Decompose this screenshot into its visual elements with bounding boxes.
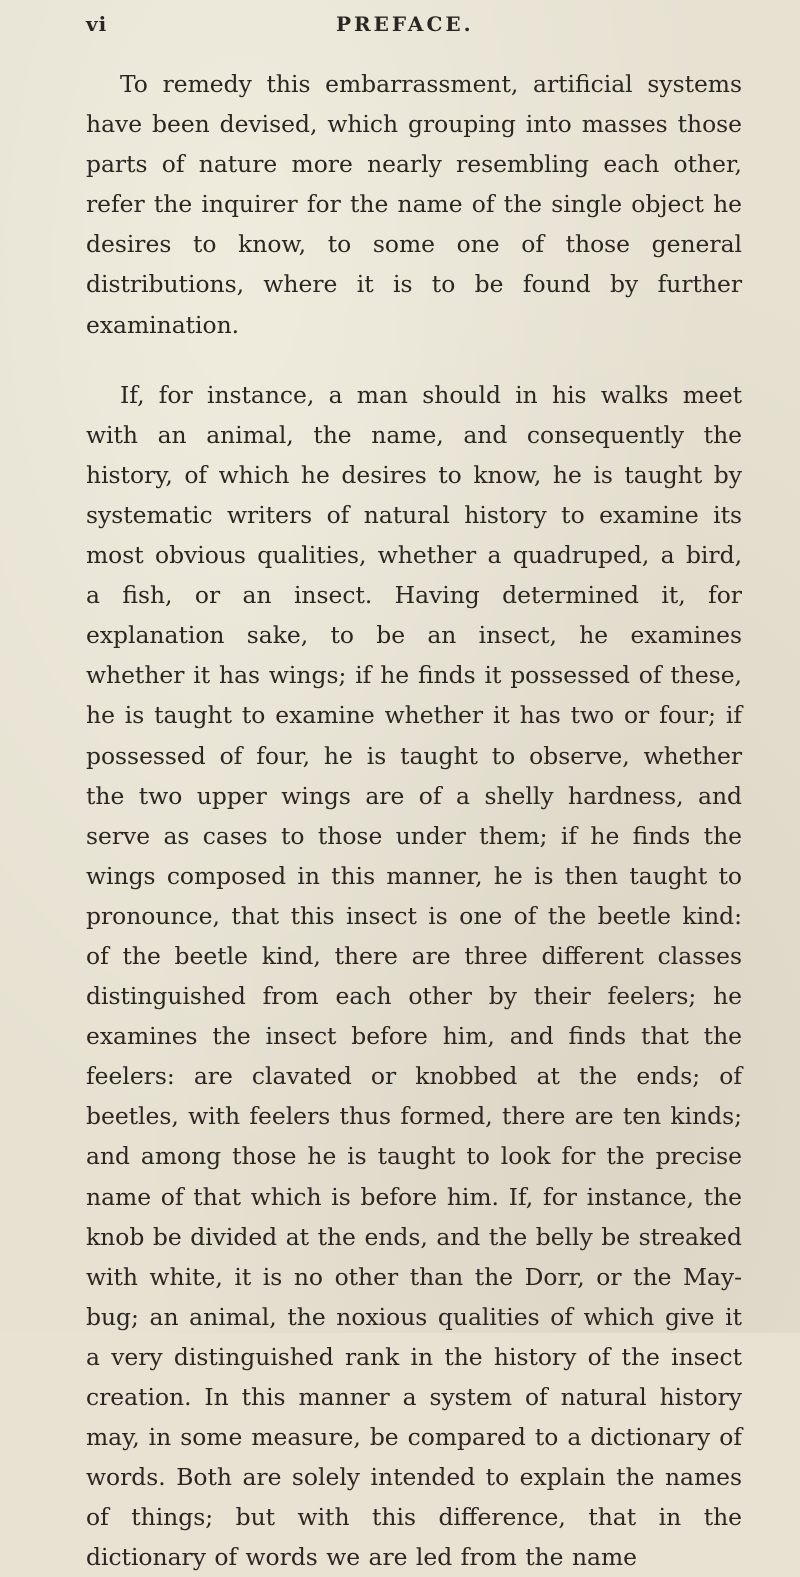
body-paragraph: To remedy this embarrassment, artificial systems have been devised, which grouping into masses those parts of nature more nearly resembling each other, refer the inquirer for the name of the single object he desires to know, to some one of those general distributions, where it is to be found by further examination.: [86, 70, 742, 339]
body-paragraph: If, for instance, a man should in his walks meet with an animal, the name, and consequently the history, of which he desires to know, he is taught by systematic writers of natural history to examine its most obvious qualities, whether a quadruped, a bird, a fish, or an insect. Having determined it, for explanation sake, to be an insect, he examines whether it has wings; if he finds it possessed of these, he is taught to examine whether it has two or four; if possessed of four, he is taught to observe, whether the two upper wings are of a shelly hardness, and serve as cases to those under them; if he finds the wings composed in this manner, he is then taught to pronounce, that this insect is one of the beetle kind: of the beetle kind, there are three different classes distinguished from each other by their feelers; he examines the insect before him, and finds that the feelers: are clavated or knobbed at the ends; of beetles, with feelers thus formed, there are ten kinds; and among those he is taught to look for the precise name of that which is before him. If, for instance, the knob be divided at the ends, and the belly be streaked with white, it is no other than the Dorr, or the May-bug; an animal, the noxious qualities of which give it a very distinguished rank in the history of the insect creation. In this manner a system of natural history may, in some measure, be compared to a dictionary of words. Both are solely intended to explain the names of things; but with this difference, that in the dictionary of words we are led from the name: [86, 380, 742, 1572]
page-number: vi: [86, 12, 108, 36]
page-header: [86, 0, 742, 48]
running-title: PREFACE.: [336, 12, 474, 36]
